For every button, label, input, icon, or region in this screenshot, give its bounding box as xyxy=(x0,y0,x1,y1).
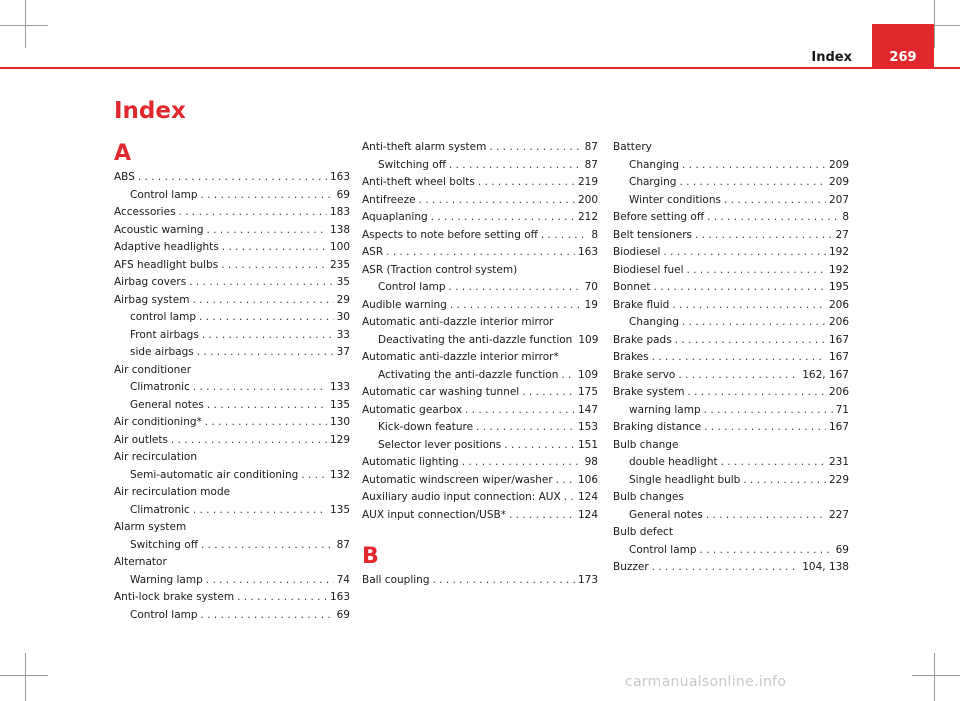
index-term: ABS xyxy=(114,171,135,183)
page-reference: 135 xyxy=(329,503,350,516)
page-reference: 109 xyxy=(578,333,599,346)
index-term: Semi-automatic air conditioning xyxy=(130,468,299,481)
page-reference: 109 xyxy=(577,368,598,381)
crop-mark xyxy=(0,675,48,676)
index-entry xyxy=(613,559,849,577)
index-term: Brake servo xyxy=(613,368,676,381)
index-entry xyxy=(114,169,350,187)
index-term: Before setting off xyxy=(613,211,705,223)
page-reference: 132 xyxy=(329,468,350,481)
index-term: Climatronic xyxy=(130,503,190,516)
index-entry xyxy=(613,192,849,210)
index-entry xyxy=(613,297,849,315)
index-term: Auxiliary audio input connection: AUX xyxy=(362,491,561,503)
page-title: Index xyxy=(114,98,186,124)
page-reference: 30 xyxy=(336,311,350,323)
index-entry xyxy=(362,437,598,455)
index-term: Charging xyxy=(629,176,677,188)
dot-leader xyxy=(237,589,327,607)
page-reference: 235 xyxy=(329,258,350,271)
page-reference: 124 xyxy=(577,491,598,503)
page-reference: 69 xyxy=(835,543,849,556)
index-entry xyxy=(362,139,598,157)
dot-leader xyxy=(652,559,800,577)
index-term: Air recirculation xyxy=(114,451,197,463)
page-reference: 104, 138 xyxy=(802,561,849,573)
index-term: Control lamp xyxy=(629,543,697,556)
index-entry xyxy=(114,432,350,450)
index-entry xyxy=(362,174,598,192)
page-reference: 192 xyxy=(828,246,849,258)
index-entry xyxy=(613,174,849,192)
page-reference: 135 xyxy=(329,398,350,411)
dot-leader xyxy=(504,437,575,455)
index-term: Kick-down feature xyxy=(378,421,474,433)
index-entry xyxy=(613,349,849,367)
page-reference: 229 xyxy=(828,473,849,486)
index-entry xyxy=(114,292,350,310)
page-reference: 200 xyxy=(577,193,598,206)
page-reference: 69 xyxy=(336,188,350,201)
dot-leader xyxy=(743,472,826,490)
index-entry xyxy=(362,279,598,297)
page-number: 269 xyxy=(889,50,917,65)
page-reference: 71 xyxy=(835,403,849,416)
page-reference: 74 xyxy=(336,573,350,586)
index-term: Automatic anti-dazzle interior mirror xyxy=(362,316,554,328)
dot-leader xyxy=(206,572,334,590)
index-entry xyxy=(613,367,849,385)
index-term: Bulb defect xyxy=(613,526,673,538)
page-reference: 87 xyxy=(584,158,598,171)
dot-leader xyxy=(706,507,826,525)
dot-leader xyxy=(222,239,327,257)
page-reference: 163 xyxy=(577,246,598,258)
dot-leader xyxy=(207,397,327,415)
index-entry xyxy=(362,402,598,420)
index-term: Control lamp xyxy=(130,188,198,201)
index-entry xyxy=(613,402,849,420)
index-term: Aquaplaning xyxy=(362,211,428,223)
index-entry xyxy=(362,489,598,507)
index-entry xyxy=(362,454,598,472)
index-term: Accessories xyxy=(114,206,176,218)
dot-leader xyxy=(179,204,327,222)
index-term: Front airbags xyxy=(130,328,199,341)
index-entry xyxy=(362,157,598,175)
index-column-1 xyxy=(114,139,350,624)
index-term: Audible warning xyxy=(362,298,447,311)
index-entry xyxy=(362,384,598,402)
crop-mark xyxy=(25,0,26,48)
index-term: Antifreeze xyxy=(362,193,416,206)
dot-leader xyxy=(561,367,575,385)
running-title: Index xyxy=(811,50,852,65)
index-entry xyxy=(362,297,598,315)
page-reference: 206 xyxy=(828,386,849,398)
dot-leader xyxy=(301,467,327,485)
index-entry xyxy=(613,157,849,175)
dot-leader xyxy=(682,314,826,332)
index-entry xyxy=(613,507,849,525)
index-term: Bulb change xyxy=(613,438,679,451)
index-term: Adaptive headlights xyxy=(114,241,219,253)
dot-leader xyxy=(678,367,799,385)
index-term: Belt tensioners xyxy=(613,228,692,241)
index-term: Battery xyxy=(613,141,652,153)
dot-leader xyxy=(221,257,327,275)
index-entry xyxy=(613,314,849,332)
dot-leader xyxy=(489,139,581,157)
dot-leader xyxy=(386,244,575,262)
index-term: Braking distance xyxy=(613,421,702,433)
page-reference: 153 xyxy=(577,421,598,433)
dot-leader xyxy=(704,419,826,437)
dot-leader xyxy=(707,209,839,227)
index-term: Control lamp xyxy=(378,281,446,293)
index-entry xyxy=(114,397,350,415)
dot-leader xyxy=(192,292,333,310)
dot-leader xyxy=(679,174,825,192)
index-term: Changing xyxy=(629,158,679,171)
index-term: Air outlets xyxy=(114,433,168,446)
page-reference: 87 xyxy=(584,141,598,153)
index-entry xyxy=(114,222,350,240)
index-term: Ball coupling xyxy=(362,574,430,586)
dot-leader xyxy=(541,227,588,245)
dot-leader xyxy=(704,402,833,420)
dot-leader xyxy=(201,187,334,205)
index-entry xyxy=(613,332,849,350)
index-term: Automatic car washing tunnel xyxy=(362,386,520,398)
dot-leader xyxy=(478,174,575,192)
index-entry xyxy=(613,244,849,262)
index-entry xyxy=(114,502,350,520)
page-reference: 207 xyxy=(828,193,849,206)
index-term: Automatic anti-dazzle interior mirror* xyxy=(362,351,559,363)
index-column-3 xyxy=(613,139,849,577)
index-term: Biodiesel xyxy=(613,246,661,258)
page-reference: 163 xyxy=(329,591,350,603)
page-reference: 173 xyxy=(577,574,598,586)
index-term: Brakes xyxy=(613,351,649,363)
index-term: Airbag system xyxy=(114,293,190,306)
index-term: Brake system xyxy=(613,386,685,398)
index-entry xyxy=(114,204,350,222)
index-term: Automatic windscreen wiper/washer xyxy=(362,473,553,486)
index-term: side airbags xyxy=(130,346,194,358)
index-term: Switching off xyxy=(130,538,198,551)
dot-leader xyxy=(449,157,582,175)
index-entry xyxy=(114,187,350,205)
crop-mark xyxy=(912,675,960,676)
dot-leader xyxy=(687,384,826,402)
page-reference: 195 xyxy=(828,281,849,293)
page-reference: 8 xyxy=(842,211,849,223)
index-entry xyxy=(613,279,849,297)
index-heading xyxy=(114,554,350,572)
page-reference: 212 xyxy=(577,211,598,223)
page-reference: 130 xyxy=(329,416,350,428)
index-entry xyxy=(114,467,350,485)
index-term: Anti-theft alarm system xyxy=(362,141,487,153)
dot-leader xyxy=(193,502,327,520)
page-reference: 8 xyxy=(591,228,598,241)
index-term: Buzzer xyxy=(613,561,649,573)
dot-leader xyxy=(138,169,327,187)
dot-leader xyxy=(663,244,826,262)
index-term: Switching off xyxy=(378,158,446,171)
dot-leader xyxy=(189,274,333,292)
index-term: Anti-theft wheel bolts xyxy=(362,176,475,188)
page-reference: 175 xyxy=(577,386,598,398)
index-entry xyxy=(114,327,350,345)
index-term: Selector lever positions xyxy=(378,438,502,451)
index-term: General notes xyxy=(629,508,703,521)
page-reference: 219 xyxy=(577,176,598,188)
page-reference: 163 xyxy=(329,171,350,183)
dot-leader xyxy=(197,344,334,362)
index-term: Bonnet xyxy=(613,281,651,293)
dot-leader xyxy=(682,157,826,175)
index-heading xyxy=(613,489,849,507)
index-term: Acoustic warning xyxy=(114,223,204,236)
index-entry xyxy=(114,414,350,432)
watermark: carmanualsonline.info xyxy=(625,674,787,690)
dot-leader xyxy=(522,384,575,402)
index-entry xyxy=(613,262,849,280)
index-heading xyxy=(362,349,598,367)
index-term: Warning lamp xyxy=(130,573,203,586)
page-reference: 167 xyxy=(828,421,849,433)
dot-leader xyxy=(462,454,582,472)
index-entry xyxy=(613,542,849,560)
page-reference: 98 xyxy=(584,456,598,468)
dot-leader xyxy=(193,379,327,397)
index-term: ASR (Traction control system) xyxy=(362,263,518,276)
page-reference: 167 xyxy=(828,333,849,346)
dot-leader xyxy=(654,279,826,297)
index-entry xyxy=(362,332,598,350)
page-reference: 151 xyxy=(577,438,598,451)
index-term: Alternator xyxy=(114,556,167,568)
index-entry xyxy=(362,367,598,385)
dot-leader xyxy=(171,432,327,450)
index-heading xyxy=(362,262,598,280)
index-column-2 xyxy=(362,139,598,590)
dot-leader xyxy=(695,227,833,245)
index-term: General notes xyxy=(130,398,204,411)
index-entry xyxy=(362,419,598,437)
index-term: Climatronic xyxy=(130,381,190,393)
page-reference: 27 xyxy=(835,228,849,241)
dot-leader xyxy=(201,537,334,555)
index-heading xyxy=(114,449,350,467)
index-entry xyxy=(613,454,849,472)
dot-leader xyxy=(202,327,334,345)
dot-leader xyxy=(199,309,334,327)
index-term: Alarm system xyxy=(114,521,187,533)
dot-leader xyxy=(201,607,334,625)
section-letter: B xyxy=(362,544,379,569)
crop-mark xyxy=(934,653,935,701)
page-reference: 231 xyxy=(828,456,849,468)
page-reference: 33 xyxy=(336,328,350,341)
page-reference: 209 xyxy=(828,176,849,188)
index-term: Air conditioning* xyxy=(114,416,202,428)
crop-mark xyxy=(25,653,26,701)
index-term: Automatic lighting xyxy=(362,456,459,468)
index-heading xyxy=(114,362,350,380)
index-term: Winter conditions xyxy=(629,193,721,206)
index-entry xyxy=(613,384,849,402)
index-entry xyxy=(114,257,350,275)
page-reference: 147 xyxy=(577,403,598,416)
index-entry xyxy=(114,589,350,607)
index-entry xyxy=(362,192,598,210)
index-entry xyxy=(114,572,350,590)
page-reference: 206 xyxy=(828,298,849,311)
dot-leader xyxy=(700,542,833,560)
index-entry xyxy=(114,239,350,257)
index-entry xyxy=(114,379,350,397)
page-reference: 106 xyxy=(577,473,598,486)
page-reference: 19 xyxy=(584,298,598,311)
index-term: Deactivating the anti-dazzle function xyxy=(378,333,573,346)
index-term: ASR xyxy=(362,246,384,258)
page-reference: 129 xyxy=(329,433,350,446)
dot-leader xyxy=(205,414,327,432)
dot-leader xyxy=(450,297,582,315)
index-entry xyxy=(613,472,849,490)
page-reference: 35 xyxy=(336,276,350,288)
index-entry xyxy=(114,309,350,327)
page-reference: 133 xyxy=(329,381,350,393)
crop-mark xyxy=(934,0,935,48)
index-entry xyxy=(114,344,350,362)
page-reference: 124 xyxy=(577,508,598,521)
index-term: double headlight xyxy=(629,456,718,468)
index-term: Activating the anti-dazzle function xyxy=(378,368,559,381)
page-reference: 192 xyxy=(828,263,849,276)
page-reference: 69 xyxy=(336,608,350,621)
dot-leader xyxy=(721,454,826,472)
index-entry xyxy=(362,572,598,590)
index-heading xyxy=(362,314,598,332)
page-reference: 183 xyxy=(329,206,350,218)
index-entry xyxy=(362,507,598,525)
dot-leader xyxy=(419,192,575,210)
index-entry xyxy=(362,227,598,245)
dot-leader xyxy=(652,349,826,367)
dot-leader xyxy=(675,332,826,350)
index-term: Anti-lock brake system xyxy=(114,591,235,603)
page-reference: 209 xyxy=(828,158,849,171)
index-entry xyxy=(114,537,350,555)
index-term: Bulb changes xyxy=(613,491,684,503)
index-entry xyxy=(114,607,350,625)
index-entry xyxy=(613,419,849,437)
index-heading xyxy=(613,139,849,157)
index-term: Aspects to note before setting off xyxy=(362,228,538,241)
index-term: Control lamp xyxy=(130,608,198,621)
dot-leader xyxy=(207,222,327,240)
index-term: AUX input connection/USB* xyxy=(362,508,506,521)
index-term: warning lamp xyxy=(629,403,701,416)
index-term: Changing xyxy=(629,316,679,328)
index-entry xyxy=(362,244,598,262)
index-heading xyxy=(613,437,849,455)
dot-leader xyxy=(724,192,826,210)
dot-leader xyxy=(672,297,826,315)
page-reference: 167 xyxy=(828,351,849,363)
index-term: Air conditioner xyxy=(114,363,192,376)
index-term: Brake fluid xyxy=(613,298,670,311)
page-reference: 100 xyxy=(329,241,350,253)
page-reference: 37 xyxy=(336,346,350,358)
dot-leader xyxy=(449,279,582,297)
dot-leader xyxy=(687,262,826,280)
index-heading xyxy=(613,524,849,542)
header-rule xyxy=(0,67,960,69)
crop-mark xyxy=(0,25,48,26)
dot-leader xyxy=(465,402,575,420)
index-term: Single headlight bulb xyxy=(629,473,741,486)
index-term: Biodiesel fuel xyxy=(613,263,684,276)
page-reference: 29 xyxy=(336,293,350,306)
page-reference: 70 xyxy=(584,281,598,293)
index-entry xyxy=(362,209,598,227)
page-reference: 227 xyxy=(828,508,849,521)
page-reference: 162, 167 xyxy=(802,368,849,381)
section-letter: A xyxy=(114,141,132,166)
index-entry xyxy=(613,209,849,227)
page-reference: 206 xyxy=(828,316,849,328)
index-heading xyxy=(114,519,350,537)
page-reference: 87 xyxy=(336,538,350,551)
index-term: Brake pads xyxy=(613,333,672,346)
index-entry xyxy=(613,227,849,245)
index-entry xyxy=(362,472,598,490)
page-reference: 138 xyxy=(329,223,350,236)
dot-leader xyxy=(509,507,575,525)
dot-leader xyxy=(564,489,575,507)
dot-leader xyxy=(432,572,574,590)
index-entry xyxy=(114,274,350,292)
index-term: Automatic gearbox xyxy=(362,403,463,416)
dot-leader xyxy=(431,209,575,227)
index-term: Airbag covers xyxy=(114,276,187,288)
index-heading xyxy=(114,484,350,502)
index-term: Air recirculation mode xyxy=(114,486,231,498)
dot-leader xyxy=(556,472,575,490)
dot-leader xyxy=(476,419,575,437)
index-term: AFS headlight bulbs xyxy=(114,258,219,271)
index-term: control lamp xyxy=(130,311,196,323)
